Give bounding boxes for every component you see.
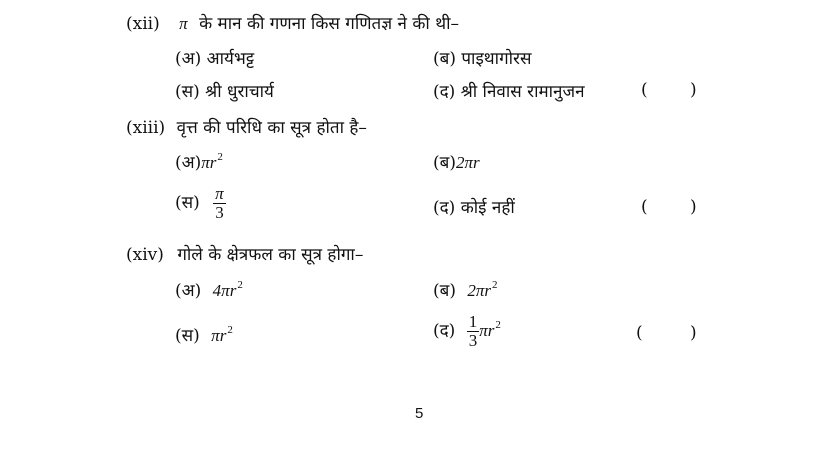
page-number: 5	[415, 405, 424, 422]
option-label: (द)	[433, 198, 456, 218]
answer-box-close: )	[690, 80, 697, 100]
fraction	[467, 313, 480, 350]
question-text: वृत्त की परिधि का सूत्र होता है–	[176, 118, 367, 138]
option-c	[175, 79, 274, 102]
option-label: (स)	[175, 82, 200, 102]
question-text: के मान की गणना किस गणितज्ञ ने की थी–	[199, 14, 459, 34]
fraction-numerator: π	[215, 184, 224, 203]
option-text: आर्यभट्ट	[206, 49, 255, 69]
option-expr: πr	[479, 320, 495, 340]
question-xiv	[126, 242, 363, 265]
option-label: (ब)	[433, 153, 456, 173]
question-text: गोले के क्षेत्रफल का सूत्र होगा–	[177, 245, 364, 265]
option-label: (ब)	[433, 49, 456, 69]
option-expr: πr	[211, 326, 227, 345]
option-label: (स)	[175, 192, 200, 213]
option-label: (ब)	[433, 281, 456, 301]
option-text: श्री निवास रामानुजन	[460, 82, 585, 102]
option-label: (अ)	[175, 153, 202, 173]
option-label: (अ)	[175, 281, 202, 301]
option-exponent: 2	[495, 318, 501, 331]
answer-box-close: )	[690, 197, 697, 217]
option-b	[433, 46, 531, 69]
option-expr: πr	[201, 153, 217, 172]
option-expr: 4πr	[212, 281, 237, 300]
option-text: श्री धुराचार्य	[205, 82, 274, 102]
option-b	[433, 278, 498, 301]
option-a	[175, 46, 254, 69]
fraction-numerator: 1	[468, 312, 478, 331]
pi-symbol: π	[179, 14, 188, 33]
option-exponent: 2	[217, 151, 223, 163]
question-number: (xii)	[126, 14, 160, 34]
option-label: (स)	[175, 326, 200, 346]
option-c	[175, 185, 226, 222]
question-number: (xiv)	[126, 245, 164, 265]
fraction-denominator: 3	[468, 330, 478, 350]
answer-box-open: (	[641, 197, 648, 217]
option-exponent: 2	[237, 279, 243, 291]
option-c	[175, 323, 233, 346]
question-number: (xiii)	[126, 118, 166, 138]
option-exponent: 2	[227, 324, 233, 336]
fraction	[213, 185, 226, 222]
fraction-denominator: 3	[215, 202, 224, 222]
option-label: (द)	[433, 82, 456, 102]
option-a	[175, 278, 243, 301]
option-expr: 2πr	[455, 153, 480, 172]
option-text: पाइथागोरस	[461, 49, 532, 69]
option-expr: 2πr	[467, 281, 492, 300]
answer-box-open: (	[641, 80, 648, 100]
option-label: (द)	[433, 320, 456, 341]
option-d	[433, 313, 501, 350]
question-xii	[126, 11, 459, 34]
answer-box-open: (	[636, 323, 643, 343]
question-xiii	[126, 115, 367, 138]
answer-box-close: )	[690, 323, 697, 343]
option-d	[433, 195, 515, 218]
option-b	[433, 150, 480, 173]
option-a	[175, 150, 223, 173]
option-exponent: 2	[492, 279, 498, 291]
option-label: (अ)	[175, 49, 202, 69]
option-d	[433, 79, 585, 102]
option-text: कोई नहीं	[460, 198, 515, 218]
